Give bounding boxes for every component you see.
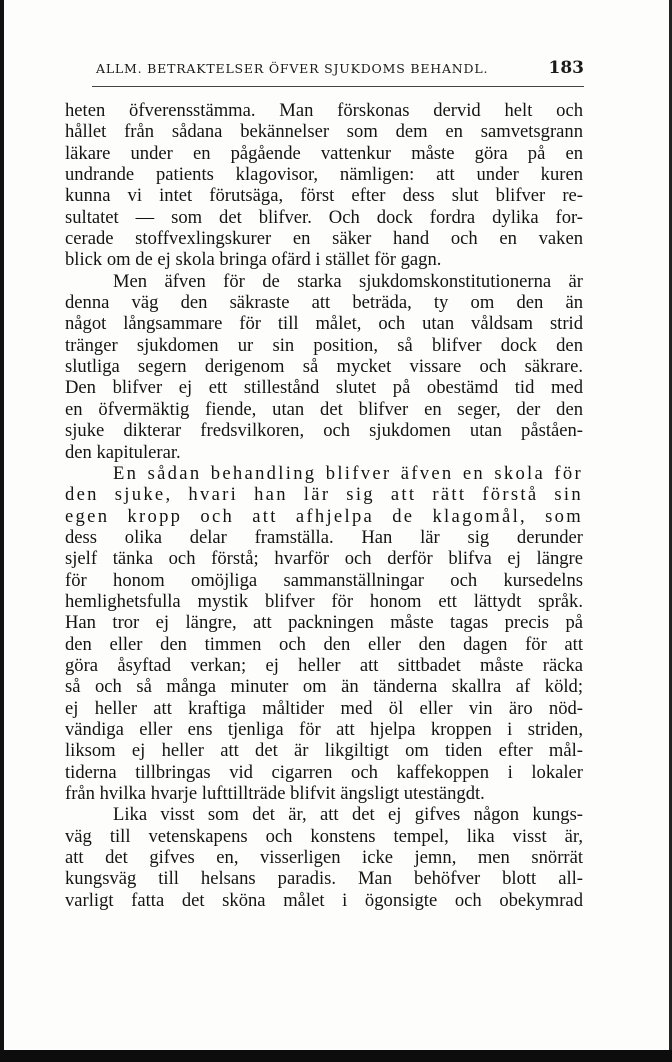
text-line: Den blifver ej ett stillestånd slutet på obestämd tid med <box>65 377 583 399</box>
body-text <box>65 100 583 911</box>
text-line: Men äfven för de starka sjukdomskonstitutionerna är <box>113 270 583 292</box>
text-line: den sjuke, hvari han lär sig att rätt förstå sin <box>65 484 583 506</box>
text-line: vändiga eller ens tjenliga för att hjelpa kroppen i striden, <box>65 718 583 740</box>
text-line: så och så många minuter om än tänderna skallra af köld; <box>65 676 583 698</box>
text-line: liksom ej heller att det är likgiltigt om tiden efter mål- <box>65 740 583 762</box>
text-line: göra åsyftad verkan; ej heller att sittbadet måste räcka <box>65 654 583 676</box>
text-line: sjuke dikterar fredsvilkoren, och sjukdomen utan påståen- <box>65 420 583 442</box>
text-line: sultatet — som det blifver. Och dock fordra dylika for- <box>65 206 583 228</box>
text-line: den kapitulerar. <box>65 441 181 463</box>
text-line: egen kropp och att afhjelpa de klagomål, som <box>65 505 583 527</box>
text-line: från hvilka hvarje lufttillträde blifvit ängsligt utestängdt. <box>65 783 485 804</box>
text-line: kungsväg till helsans paradis. Man behöfver blott all- <box>65 868 583 890</box>
text-line: En sådan behandling blifver äfven en skola för <box>113 462 583 484</box>
text-line: Han tror ej längre, att packningen måste tagas precis på <box>65 612 583 634</box>
text-line: tränger sjukdomen ur sin position, så blifver dock den <box>65 334 583 356</box>
text-line: heten öfverensstämma. Man förskonas dervid helt och <box>65 100 583 121</box>
text-line: dess olika delar framställa. Han lär sig derunder <box>65 526 583 548</box>
text-line: varligt fatta det sköna målet i ögonsigte och obekymrad <box>65 889 583 911</box>
text-line: tiderna tillbringas vid cigarren och kaffekoppen i lokaler <box>65 761 583 783</box>
scan-left-edge <box>0 0 4 1062</box>
text-line: något långsammare för till målet, och utan våldsam strid <box>65 313 583 335</box>
header-rule <box>92 86 584 87</box>
text-line: den eller den timmen och den eller den dagen för att <box>65 633 583 655</box>
text-line: denna väg den säkraste att beträda, ty om den än <box>65 292 583 314</box>
text-line: kunna vi intet förutsäga, först efter dess slut blifver re- <box>65 185 583 207</box>
text-line: att det gifves en, visserligen icke jemn, men snörrät <box>65 847 583 869</box>
text-line: en öfvermäktig fiende, utan det blifver en seger, der den <box>65 398 583 420</box>
text-line: blick om de ej skola bringa ofärd i stället för gagn. <box>65 249 442 271</box>
text-line: väg till vetenskapens och konstens tempel, lika visst är, <box>65 825 583 847</box>
text-line: slutliga segern derigenom så mycket vissare och säkrare. <box>65 356 583 378</box>
running-head: ALLM. BETRAKTELSER ÖFVER SJUKDOMS BEHANDL. <box>96 61 489 76</box>
text-line: hållet från sådana bekännelser som dem en samvetsgrann <box>65 121 583 143</box>
text-line: cerade stoffvexlingskurer en säker hand och en vaken <box>65 228 583 250</box>
text-line: Lika visst som det är, att det ej gifves någon kungs- <box>113 804 583 826</box>
scan-bottom-edge <box>0 1050 672 1062</box>
text-line: ej heller att kraftiga måltider med öl eller vin äro nöd- <box>65 697 583 719</box>
text-line: läkare under en pågående vattenkur måste göra på en <box>65 142 583 164</box>
text-line: undrande patients klagovisor, nämligen: att under kuren <box>65 164 583 186</box>
page-number: 183 <box>548 58 584 78</box>
text-line: sjelf tänka och förstå; hvarför och derför blifva ej längre <box>65 548 583 570</box>
text-line: för honom omöjliga sammanställningar och kursedelns <box>65 569 583 591</box>
page-header <box>96 58 584 78</box>
text-line: hemlighetsfulla mystik blifver för honom ett lättydt språk. <box>65 590 583 612</box>
